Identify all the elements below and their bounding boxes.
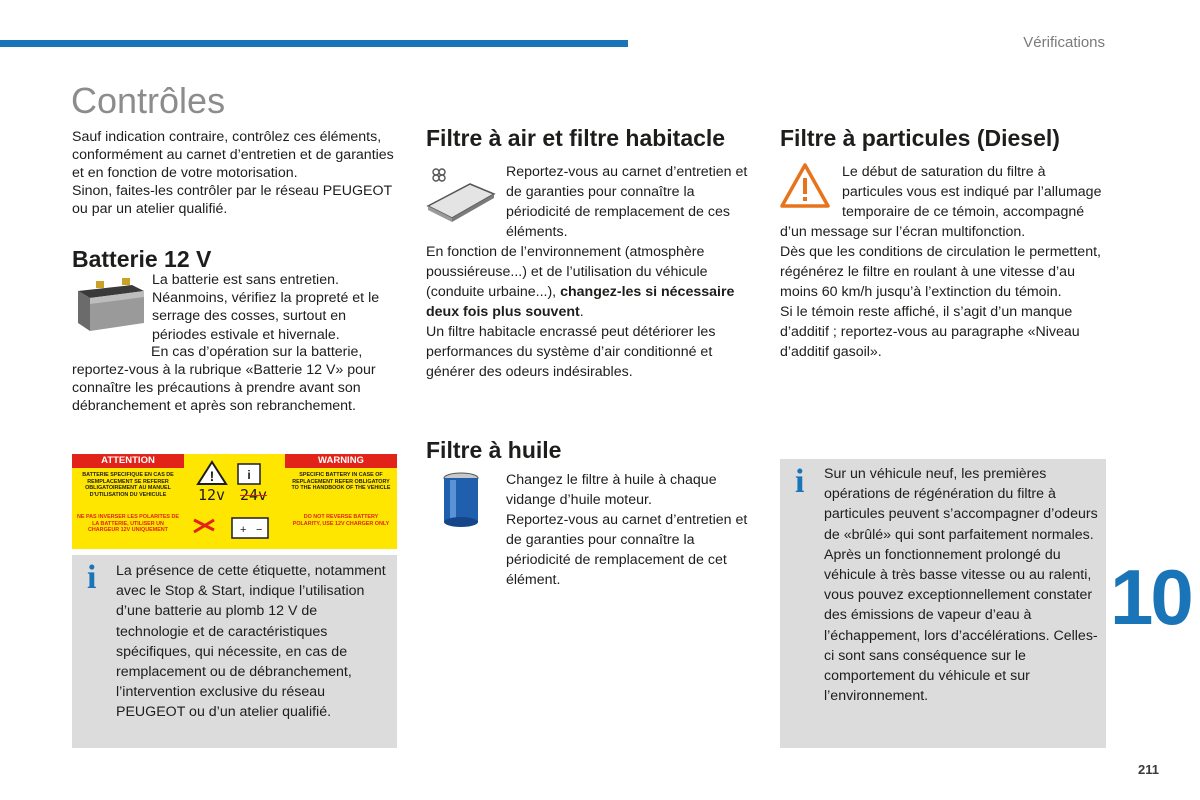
particle-note-paragraph: Après un fonctionnement prolongé du véhicule à très basse vitesse ou au ralenti, vous pouvez exceptionnellement constater des émissions de vapeur d’eau à l’échappement, lors d’accélérations. Celles-ci sont sans conséquence sur le comportement du véhicule et sur l’environnement. [824,546,1098,705]
particle-filter-section [780,125,1110,362]
air-filter-paragraph: Reportez-vous au carnet d’entretien et de garanties pour connaître la périodicité de remplacement de ces éléments. [506,164,748,240]
svg-text:!: ! [209,468,215,484]
intro-paragraph: Sinon, faites-les contrôler par le réseau PEUGEOT ou par un atelier qualifié. [72,183,392,217]
oil-filter-icon [426,470,506,536]
particle-filter-paragraph: Le début de saturation du filtre à particules vous est indiqué par l’allumage temporaire de ce témoin, accompagné d’un message sur l’écran multifonction. [780,164,1102,240]
air-filter-text-end: . [579,304,584,320]
svg-text:+: + [240,524,247,536]
header-accent-bar [0,40,628,47]
battery-section [72,246,394,416]
particle-filter-paragraph: Dès que les conditions de circulation le permettent, régénérez le filtre en roulant à une vitesse d’au moins 60 km/h jusqu’à l’extinction du témoin. [780,244,1101,300]
air-filter-emphasis: changez-les si nécessaire deux fois plus souvent [426,284,735,320]
chapter-number: 10 [1110,553,1191,641]
particle-note-paragraph: Sur un véhicule neuf, les premières opérations de régénération du filtre à particules peuvent s’accompagner d’odeurs de «brûlé» qui sont parfaitement normales. [824,466,1098,543]
battery-heading: Batterie 12 V [72,246,212,272]
particle-filter-paragraph: Si le témoin reste affiché, il s’agit d’un manque d’additif ; reportez-vous au paragraphe «Niveau d’additif gasoil». [780,304,1080,360]
battery-icon [72,271,150,337]
label-en-top: SPECIFIC BATTERY IN CASE OF REPLACEMENT REFER OBLIGATORY TO THE HANDBOOK OF THE VEHICLE [291,472,391,492]
particle-filter-heading: Filtre à particules (Diesel) [780,125,1060,151]
intro-block [72,128,394,218]
page-number: 211 [1138,762,1159,777]
label-warning: WARNING [285,454,397,468]
battery-paragraph: Néanmoins, vérifiez la propreté et le serrage des cosses, surtout en périodes estivale et hivernale. [152,290,380,343]
air-filter-paragraph [426,242,756,322]
label-attention: ATTENTION [72,454,184,468]
label-24v: 24v [240,486,268,504]
svg-text:−: − [256,524,263,536]
label-en-bottom: DO NOT REVERSE BATTERY POLARITY, USE 12V CHARGER ONLY [292,514,390,527]
cabin-filter-icon [426,162,506,228]
page-title: Contrôles [71,80,226,121]
warning-triangle-icon [780,162,842,212]
particle-filter-info-note [780,459,1106,748]
label-12v: 12v [198,486,226,504]
battery-paragraph: La batterie est sans entretien. [152,272,339,288]
battery-note-text: La présence de cette étiquette, notamment avec le Stop & Start, indique l’utilisation d’une batterie au plomb 12 V de technologie et de caractéristiques spécifiques, qui nécessite, en cas de remplacement ou de débranchement, l’intervention exclusive du réseau PEUGEOT ou d’un atelier qualifié. [116,563,386,721]
label-fr-top: BATTERIE SPECIFIQUE EN CAS DE REMPLACEMENT SE REFERER OBLIGATOIREMENT AU MANUEL D'UTILISATION DU VEHICULE [82,472,174,498]
air-filter-section [426,125,756,382]
section-label: Vérifications [1023,34,1105,51]
air-filter-text: En fonction de l’environnement (atmosphère poussiéreuse...) et de l’utilisation du véhicule (conduite urbaine...), [426,244,708,300]
oil-filter-section [426,437,756,590]
battery-warning-label [72,454,397,549]
svg-text:i: i [247,468,251,482]
battery-info-note [72,555,397,748]
battery-paragraph: En cas d’opération sur la batterie, reportez-vous à la rubrique «Batterie 12 V» pour connaître les précautions à prendre avant son débranchement et après son rebranchement. [72,343,376,415]
info-icon: i [87,559,97,596]
label-fr-bottom: NE PAS INVERSER LES POLARITES DE LA BATTERIE, UTILISER UN CHARGEUR 12V UNIQUEMENT [76,514,180,534]
label-pictograms [188,456,281,547]
air-filter-paragraph: Un filtre habitacle encrassé peut détériorer les performances du système d’air conditionné et générer des odeurs indésirables. [426,324,716,380]
intro-paragraph: Sauf indication contraire, contrôlez ces éléments, conformément au carnet d’entretien et de garanties et en fonction de votre motorisation. [72,129,394,181]
particle-note-text [824,464,1102,706]
info-icon: i [795,463,805,500]
oil-filter-heading: Filtre à huile [426,437,562,463]
oil-filter-paragraph: Reportez-vous au carnet d’entretien et de garanties pour connaître la périodicité de remplacement de cet élément. [506,512,748,588]
oil-filter-paragraph: Changez le filtre à huile à chaque vidange d’huile moteur. [506,472,717,508]
battery-polarity-icon [188,506,281,546]
air-filter-heading: Filtre à air et filtre habitacle [426,125,726,151]
